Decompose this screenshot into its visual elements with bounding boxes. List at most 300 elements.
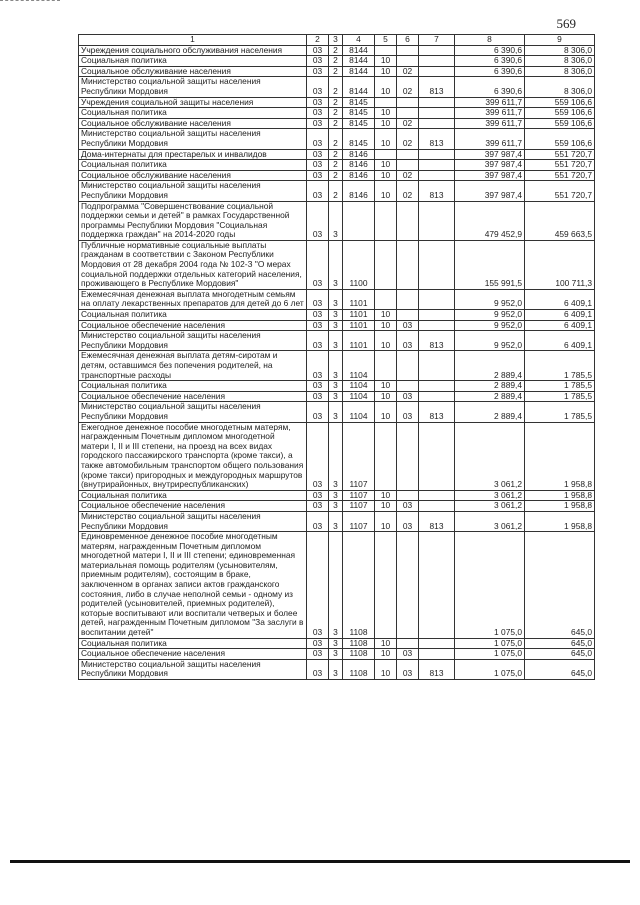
row-code-subsection: 02	[397, 181, 419, 201]
row-code-section: 10	[375, 391, 397, 402]
row-name: Единовременное денежное пособие многодетным матерям, награжденным Почетным дипломом многодетной матери I, II и III степени; единовременная материальная помощь родителям (усыновителям, приемным родителям), состоящим в браке, заключенном в органах записи актов гражданского состояния, либо в случае неполной семьи - одному из родителей (усыновителей, приемных родителей), которые воспитывают или воспитали четверых и более детей, награжденным Почетным дипломом "За заслуги в воспитании детей"	[79, 532, 307, 639]
row-amount-2014: 9 952,0	[455, 289, 525, 309]
row-amount-2014: 399 611,7	[455, 129, 525, 149]
row-code-grbs: 03	[307, 289, 329, 309]
row-code-grbs: 03	[307, 381, 329, 392]
row-code-subsection	[397, 351, 419, 381]
row-code-subsection	[397, 289, 419, 309]
row-code-target: 8144	[343, 56, 375, 67]
row-amount-2014: 3 061,2	[455, 490, 525, 501]
row-code-grbs: 03	[307, 351, 329, 381]
row-code-subsection: 03	[397, 659, 419, 679]
row-amount-2015: 645,0	[525, 649, 595, 660]
row-amount-2015: 8 306,0	[525, 66, 595, 77]
row-code-subsection: 03	[397, 320, 419, 331]
row-code-vr	[419, 97, 455, 108]
row-amount-2014: 9 952,0	[455, 310, 525, 321]
table-row	[79, 97, 595, 108]
row-amount-2014: 3 061,2	[455, 501, 525, 512]
table-row	[79, 649, 595, 660]
row-name: Учреждения социального обслуживания населения	[79, 45, 307, 56]
table-row	[79, 532, 595, 639]
row-code-grbs: 03	[307, 97, 329, 108]
row-code-subprogram: 3	[329, 422, 343, 490]
row-code-subprogram: 3	[329, 501, 343, 512]
table-row	[79, 240, 595, 289]
row-code-section: 10	[375, 490, 397, 501]
row-code-target: 8146	[343, 170, 375, 181]
row-code-vr	[419, 310, 455, 321]
row-name: Социальная политика	[79, 638, 307, 649]
row-amount-2015: 559 106,6	[525, 108, 595, 119]
row-code-subprogram: 3	[329, 310, 343, 321]
row-amount-2014: 1 075,0	[455, 649, 525, 660]
row-code-target: 1101	[343, 320, 375, 331]
row-code-target: 8146	[343, 181, 375, 201]
row-code-subsection: 02	[397, 66, 419, 77]
row-amount-2014: 2 889,4	[455, 402, 525, 422]
row-amount-2015: 6 409,1	[525, 289, 595, 309]
row-name: Учреждения социальной защиты населения	[79, 97, 307, 108]
header-cell: 8	[455, 35, 525, 46]
row-amount-2015: 8 306,0	[525, 45, 595, 56]
row-amount-2014: 9 952,0	[455, 331, 525, 351]
row-code-grbs: 03	[307, 149, 329, 160]
row-code-target: 8144	[343, 66, 375, 77]
row-code-vr	[419, 320, 455, 331]
row-amount-2014: 2 889,4	[455, 351, 525, 381]
row-code-target: 1107	[343, 490, 375, 501]
row-name: Министерство социальной защиты населения Республики Мордовия	[79, 77, 307, 97]
row-amount-2015: 1 785,5	[525, 391, 595, 402]
row-code-subprogram: 3	[329, 331, 343, 351]
table-row	[79, 351, 595, 381]
row-code-target: 8145	[343, 118, 375, 129]
row-code-vr	[419, 501, 455, 512]
row-code-section: 10	[375, 66, 397, 77]
row-code-section: 10	[375, 638, 397, 649]
row-code-subprogram: 3	[329, 638, 343, 649]
row-code-section: 10	[375, 331, 397, 351]
row-code-section	[375, 532, 397, 639]
row-code-section: 10	[375, 56, 397, 67]
row-code-subsection	[397, 149, 419, 160]
row-name: Социальная политика	[79, 108, 307, 119]
row-amount-2014: 6 390,6	[455, 66, 525, 77]
row-code-section: 10	[375, 381, 397, 392]
row-code-subprogram: 3	[329, 351, 343, 381]
row-name: Министерство социальной защиты населения Республики Мордовия	[79, 402, 307, 422]
row-code-subprogram: 2	[329, 66, 343, 77]
table-row	[79, 170, 595, 181]
row-code-grbs: 03	[307, 402, 329, 422]
top-dashed-mark	[0, 0, 60, 2]
row-name: Ежемесячная денежная выплата детям-сиротам и детям, оставшимся без попечения родителей, на транспортные расходы	[79, 351, 307, 381]
row-code-grbs: 03	[307, 511, 329, 531]
row-name: Социальное обслуживание населения	[79, 118, 307, 129]
row-code-subprogram: 3	[329, 659, 343, 679]
row-amount-2014: 2 889,4	[455, 381, 525, 392]
row-code-subprogram: 2	[329, 45, 343, 56]
row-code-subprogram: 2	[329, 77, 343, 97]
row-code-subsection	[397, 638, 419, 649]
table-row	[79, 381, 595, 392]
table-row	[79, 181, 595, 201]
row-code-vr	[419, 160, 455, 171]
table-row	[79, 56, 595, 67]
table-body	[79, 45, 595, 679]
row-code-section: 10	[375, 129, 397, 149]
table-row	[79, 66, 595, 77]
row-code-grbs: 03	[307, 45, 329, 56]
row-code-target: 1107	[343, 422, 375, 490]
row-amount-2014: 1 075,0	[455, 532, 525, 639]
row-code-grbs: 03	[307, 160, 329, 171]
row-amount-2015: 645,0	[525, 659, 595, 679]
row-code-vr	[419, 149, 455, 160]
row-amount-2015: 551 720,7	[525, 170, 595, 181]
row-code-subprogram: 2	[329, 181, 343, 201]
row-code-subprogram: 2	[329, 108, 343, 119]
table-row	[79, 501, 595, 512]
row-name: Социальная политика	[79, 310, 307, 321]
row-code-subprogram: 3	[329, 381, 343, 392]
row-code-grbs: 03	[307, 391, 329, 402]
row-amount-2014: 397 987,4	[455, 181, 525, 201]
row-name: Социальное обеспечение населения	[79, 649, 307, 660]
row-code-vr	[419, 638, 455, 649]
row-code-section	[375, 240, 397, 289]
table-row	[79, 289, 595, 309]
row-code-grbs: 03	[307, 659, 329, 679]
row-code-subprogram: 3	[329, 649, 343, 660]
row-code-subsection: 02	[397, 118, 419, 129]
row-amount-2014: 397 987,4	[455, 160, 525, 171]
row-code-subsection	[397, 310, 419, 321]
row-code-target: 1107	[343, 511, 375, 531]
table-row	[79, 402, 595, 422]
row-name: Министерство социальной защиты населения Республики Мордовия	[79, 129, 307, 149]
row-code-grbs: 03	[307, 129, 329, 149]
header-cell: 4	[343, 35, 375, 46]
table-row	[79, 490, 595, 501]
row-amount-2015: 551 720,7	[525, 160, 595, 171]
row-amount-2015: 559 106,6	[525, 97, 595, 108]
row-code-subsection: 02	[397, 129, 419, 149]
row-code-grbs: 03	[307, 310, 329, 321]
table-row	[79, 201, 595, 240]
row-code-subsection: 03	[397, 331, 419, 351]
table-row	[79, 129, 595, 149]
row-code-grbs: 03	[307, 240, 329, 289]
row-code-vr	[419, 490, 455, 501]
row-code-grbs: 03	[307, 532, 329, 639]
row-amount-2014: 9 952,0	[455, 320, 525, 331]
row-code-grbs: 03	[307, 77, 329, 97]
row-code-section: 10	[375, 511, 397, 531]
row-code-vr	[419, 381, 455, 392]
row-name: Подпрограмма "Совершенствование социальной поддержки семьи и детей" в рамках Государственной программы Республики Мордовия "Социальная поддержка граждан" на 2014-2020 годы	[79, 201, 307, 240]
row-code-subprogram: 2	[329, 56, 343, 67]
row-code-subprogram: 3	[329, 511, 343, 531]
row-code-subprogram: 3	[329, 320, 343, 331]
row-code-section: 10	[375, 160, 397, 171]
row-code-target: 8146	[343, 149, 375, 160]
row-amount-2015: 8 306,0	[525, 56, 595, 67]
row-code-section	[375, 351, 397, 381]
row-amount-2015: 645,0	[525, 532, 595, 639]
row-amount-2015: 1 785,5	[525, 351, 595, 381]
row-code-subsection	[397, 201, 419, 240]
row-code-target: 8146	[343, 160, 375, 171]
row-code-vr	[419, 201, 455, 240]
row-code-target: 8145	[343, 129, 375, 149]
row-code-subprogram: 2	[329, 149, 343, 160]
row-code-subprogram: 2	[329, 97, 343, 108]
row-code-subsection	[397, 422, 419, 490]
row-name: Социальное обеспечение населения	[79, 501, 307, 512]
row-code-section	[375, 422, 397, 490]
row-code-subsection: 03	[397, 391, 419, 402]
row-code-vr: 813	[419, 181, 455, 201]
row-code-section	[375, 149, 397, 160]
row-code-target: 1100	[343, 240, 375, 289]
row-code-subprogram: 2	[329, 160, 343, 171]
row-code-vr: 813	[419, 659, 455, 679]
row-code-target: 1101	[343, 310, 375, 321]
row-code-vr	[419, 532, 455, 639]
row-code-grbs: 03	[307, 108, 329, 119]
table-row	[79, 160, 595, 171]
row-code-subsection	[397, 97, 419, 108]
row-name: Ежемесячная денежная выплата многодетным семьям на оплату лекарственных препаратов для детей до 6 лет	[79, 289, 307, 309]
row-amount-2014: 399 611,7	[455, 97, 525, 108]
row-code-subprogram: 3	[329, 289, 343, 309]
row-code-subsection	[397, 56, 419, 67]
row-amount-2015: 559 106,6	[525, 129, 595, 149]
row-code-section: 10	[375, 649, 397, 660]
table-row	[79, 511, 595, 531]
row-code-grbs: 03	[307, 66, 329, 77]
row-amount-2015: 6 409,1	[525, 310, 595, 321]
row-code-vr	[419, 391, 455, 402]
row-code-grbs: 03	[307, 56, 329, 67]
row-amount-2014: 6 390,6	[455, 45, 525, 56]
table-row	[79, 422, 595, 490]
header-cell: 9	[525, 35, 595, 46]
row-amount-2015: 1 785,5	[525, 402, 595, 422]
row-name: Социальное обслуживание населения	[79, 170, 307, 181]
table-row	[79, 108, 595, 119]
row-amount-2015: 551 720,7	[525, 149, 595, 160]
row-amount-2014: 3 061,2	[455, 422, 525, 490]
row-code-subprogram: 3	[329, 240, 343, 289]
page-number: 569	[556, 16, 576, 31]
row-code-vr	[419, 108, 455, 119]
row-name: Социальное обеспечение населения	[79, 391, 307, 402]
row-code-subsection: 03	[397, 402, 419, 422]
row-amount-2014: 6 390,6	[455, 77, 525, 97]
table-row	[79, 45, 595, 56]
row-code-subsection	[397, 532, 419, 639]
row-amount-2015: 100 711,3	[525, 240, 595, 289]
row-amount-2014: 3 061,2	[455, 511, 525, 531]
row-name: Публичные нормативные социальные выплаты гражданам в соответствии с Законом Республики Мордовия от 28 декабря 2004 года № 102-З "О мерах социальной поддержки отдельных категорий населения, проживающего в Республике Мордовия"	[79, 240, 307, 289]
row-code-section: 10	[375, 402, 397, 422]
row-code-grbs: 03	[307, 649, 329, 660]
row-code-target: 1107	[343, 501, 375, 512]
row-amount-2015: 1 958,8	[525, 501, 595, 512]
row-amount-2015: 8 306,0	[525, 77, 595, 97]
row-code-grbs: 03	[307, 638, 329, 649]
row-code-target: 8145	[343, 108, 375, 119]
row-code-subprogram: 3	[329, 201, 343, 240]
row-name: Социальное обслуживание населения	[79, 66, 307, 77]
row-code-subsection	[397, 160, 419, 171]
row-name: Социальная политика	[79, 56, 307, 67]
row-code-subsection	[397, 490, 419, 501]
row-amount-2015: 6 409,1	[525, 331, 595, 351]
row-code-vr: 813	[419, 402, 455, 422]
row-amount-2014: 2 889,4	[455, 391, 525, 402]
row-code-grbs: 03	[307, 490, 329, 501]
row-code-target: 1104	[343, 351, 375, 381]
row-amount-2014: 399 611,7	[455, 108, 525, 119]
row-code-target: 1108	[343, 659, 375, 679]
row-code-subsection	[397, 108, 419, 119]
row-amount-2015: 1 958,8	[525, 490, 595, 501]
row-name: Ежегодное денежное пособие многодетным матерям, награжденным Почетным дипломом многодетной матери I, II и III степени, на проезд на всех видах городского пассажирского транспорта (кроме такси), а также автомобильным транспортом общего пользования (кроме такси) пригородных и междугородных маршрутов (внутрирайонных, внутриреспубликанских)	[79, 422, 307, 490]
header-cell: 7	[419, 35, 455, 46]
row-code-section	[375, 45, 397, 56]
table-row	[79, 391, 595, 402]
row-code-vr	[419, 649, 455, 660]
row-name: Министерство социальной защиты населения Республики Мордовия	[79, 181, 307, 201]
row-name: Социальная политика	[79, 160, 307, 171]
table-row	[79, 320, 595, 331]
row-amount-2015: 559 106,6	[525, 118, 595, 129]
row-amount-2014: 479 452,9	[455, 201, 525, 240]
row-code-target: 8144	[343, 45, 375, 56]
table-row	[79, 331, 595, 351]
row-amount-2015: 459 663,5	[525, 201, 595, 240]
table-row	[79, 310, 595, 321]
bottom-rule	[10, 860, 630, 863]
row-name: Дома-интернаты для престарелых и инвалидов	[79, 149, 307, 160]
row-code-target: 1104	[343, 391, 375, 402]
row-code-vr: 813	[419, 129, 455, 149]
row-amount-2015: 1 785,5	[525, 381, 595, 392]
row-amount-2014: 399 611,7	[455, 118, 525, 129]
row-code-target: 1104	[343, 381, 375, 392]
row-code-subsection: 03	[397, 501, 419, 512]
row-code-vr	[419, 56, 455, 67]
row-code-target	[343, 201, 375, 240]
row-code-subprogram: 3	[329, 532, 343, 639]
row-amount-2015: 6 409,1	[525, 320, 595, 331]
row-code-target: 1108	[343, 532, 375, 639]
row-code-target: 8145	[343, 97, 375, 108]
budget-table	[78, 34, 595, 680]
row-code-target: 1108	[343, 638, 375, 649]
row-code-grbs: 03	[307, 422, 329, 490]
header-cell: 2	[307, 35, 329, 46]
row-code-vr	[419, 118, 455, 129]
row-code-grbs: 03	[307, 170, 329, 181]
header-cell: 3	[329, 35, 343, 46]
table-row	[79, 77, 595, 97]
row-code-subprogram: 2	[329, 118, 343, 129]
row-code-grbs: 03	[307, 320, 329, 331]
row-code-subprogram: 3	[329, 490, 343, 501]
row-code-grbs: 03	[307, 501, 329, 512]
row-code-vr	[419, 422, 455, 490]
row-code-vr	[419, 240, 455, 289]
header-cell: 1	[79, 35, 307, 46]
table-header-row	[79, 35, 595, 46]
table-row	[79, 638, 595, 649]
row-code-subsection: 03	[397, 511, 419, 531]
row-code-subsection: 02	[397, 77, 419, 97]
row-code-subsection	[397, 45, 419, 56]
row-name: Социальное обеспечение населения	[79, 320, 307, 331]
row-code-vr	[419, 351, 455, 381]
row-code-section: 10	[375, 310, 397, 321]
row-code-section: 10	[375, 77, 397, 97]
table-row	[79, 659, 595, 679]
row-code-target: 1104	[343, 402, 375, 422]
row-amount-2015: 1 958,8	[525, 422, 595, 490]
row-code-section	[375, 201, 397, 240]
header-cell: 5	[375, 35, 397, 46]
row-code-subsection: 02	[397, 170, 419, 181]
header-cell: 6	[397, 35, 419, 46]
row-amount-2014: 397 987,4	[455, 170, 525, 181]
row-amount-2014: 6 390,6	[455, 56, 525, 67]
table-row	[79, 118, 595, 129]
row-code-section: 10	[375, 659, 397, 679]
row-code-section: 10	[375, 170, 397, 181]
row-code-subsection: 03	[397, 649, 419, 660]
row-code-section: 10	[375, 118, 397, 129]
row-code-section: 10	[375, 501, 397, 512]
row-code-vr	[419, 66, 455, 77]
row-amount-2014: 1 075,0	[455, 638, 525, 649]
row-amount-2015: 645,0	[525, 638, 595, 649]
row-code-subsection	[397, 240, 419, 289]
row-code-subprogram: 3	[329, 391, 343, 402]
row-code-target: 1101	[343, 331, 375, 351]
row-code-subprogram: 3	[329, 402, 343, 422]
row-code-section: 10	[375, 181, 397, 201]
row-amount-2014: 397 987,4	[455, 149, 525, 160]
row-code-grbs: 03	[307, 201, 329, 240]
row-code-grbs: 03	[307, 331, 329, 351]
row-code-target: 1101	[343, 289, 375, 309]
row-code-section: 10	[375, 320, 397, 331]
row-code-section	[375, 289, 397, 309]
row-amount-2014: 155 991,5	[455, 240, 525, 289]
row-amount-2014: 1 075,0	[455, 659, 525, 679]
row-code-subprogram: 2	[329, 129, 343, 149]
row-code-vr: 813	[419, 331, 455, 351]
row-amount-2015: 551 720,7	[525, 181, 595, 201]
row-code-grbs: 03	[307, 118, 329, 129]
row-code-grbs: 03	[307, 181, 329, 201]
row-code-subsection	[397, 381, 419, 392]
row-code-section: 10	[375, 108, 397, 119]
row-code-vr	[419, 45, 455, 56]
